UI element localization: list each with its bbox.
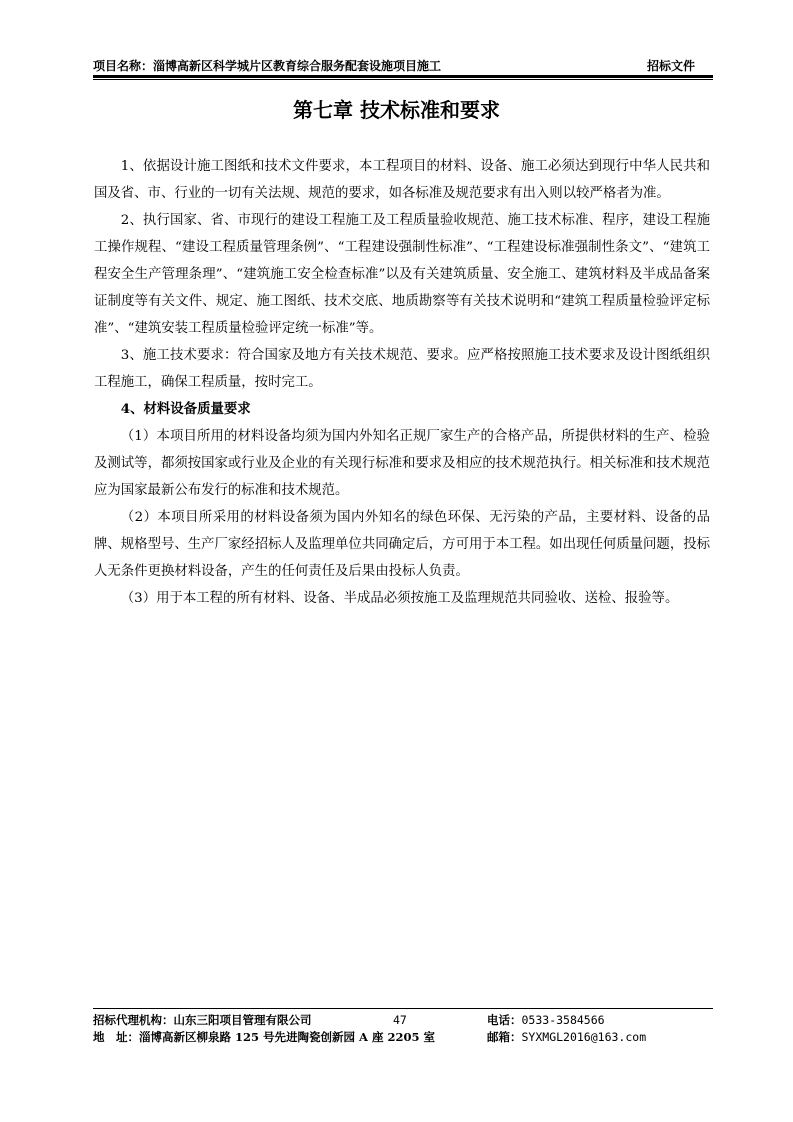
page-footer	[93, 1012, 713, 1046]
agency-address: 地 址：淄博高新区柳泉路 125 号先进陶瓷创新园 A 座 2205 室	[93, 1030, 435, 1044]
page-header	[93, 59, 713, 73]
email-info	[487, 1029, 646, 1046]
header-rule-thick	[93, 75, 713, 78]
paragraph-materials-1: （1）本项目所用的材料设备均须为国内外知名正规厂家生产的合格产品，所提供材料的生产、检验及测试等，都须按国家或行业及企业的有关现行标准和要求及相应的技术规范执行。相关标准和技术规范应为国家最新公布发行的标准和技术规范。	[94, 429, 710, 498]
page-number: 47	[393, 1013, 407, 1027]
phone-number: 0533-3584566	[521, 1013, 605, 1027]
header-rule-thin	[93, 79, 713, 80]
agency-name: 招标代理机构：山东三阳项目管理有限公司	[93, 1013, 312, 1027]
footer-rule	[93, 1008, 713, 1009]
paragraph-materials-2: （2）本项目所采用的材料设备须为国内外知名的绿色环保、无污染的产品，主要材料、设备的品牌、规格型号、生产厂家经招标人及监理单位共同确定后，方可用于本工程。如出现任何质量问题，投标人无条件更换材料设备，产生的任何责任及后果由投标人负责。	[94, 510, 710, 579]
email-label: 邮箱：	[487, 1030, 522, 1044]
email-address: SYXMGL2016@163.com	[521, 1030, 647, 1044]
section-heading-materials: 4、材料设备质量要求	[120, 401, 251, 417]
paragraph-3: 3、施工技术要求：符合国家及地方有关技术规范、要求。应严格按照施工技术要求及设计图纸组织工程施工，确保工程质量，按时完工。	[94, 348, 710, 390]
paragraph-2: 2、执行国家、省、市现行的建设工程施工及工程质量验收规范、施工技术标准、程序，建设工程施工操作规程、“建设工程质量管理条例”、“工程建设强制性标准”、“工程建设标准强制性条文”、“建筑工程安全生产管理条理”、“建筑施工安全检查标准”以及有关建筑质量、安全施工、建筑材料及半成品备案证制度等有关文件、规定、施工图纸、技术交底、地质勘察等有关技术说明和“建筑工程质量检验评定标准”、“建筑安装工程质量检验评定统一标准”等。	[94, 213, 710, 336]
phone-info	[487, 1012, 605, 1029]
phone-label: 电话：	[487, 1013, 522, 1027]
paragraph-materials-3: （3）用于本工程的所有材料、设备、半成品必须按施工及监理规范共同验收、送检、报验等。	[120, 591, 679, 606]
paragraph-1: 1、依据设计施工图纸和技术文件要求，本工程项目的材料、设备、施工必须达到现行中华人民共和国及省、市、行业的一切有关法规、规范的要求，如各标准及规范要求有出入则以较严格者为准。	[94, 159, 710, 201]
project-name: 项目名称：淄博高新区科学城片区教育综合服务配套设施项目施工	[93, 59, 442, 73]
document-type: 招标文件	[646, 59, 695, 73]
document-body	[94, 153, 710, 612]
chapter-title: 第七章 技术标准和要求	[293, 98, 500, 122]
